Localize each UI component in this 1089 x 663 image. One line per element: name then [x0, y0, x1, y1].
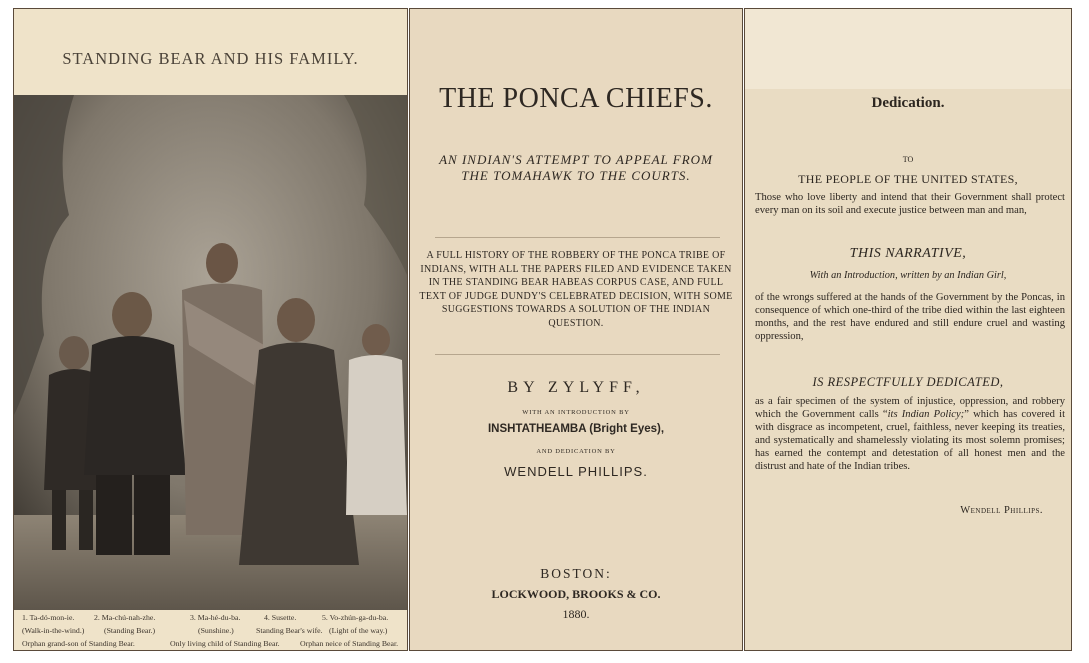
caption-1-note: Orphan grand-son of Standing Bear. [22, 639, 135, 648]
dedication-author: WENDELL PHILLIPS. [504, 464, 648, 479]
dedication-paragraph-2: of the wrongs suffered at the hands of the Government by the Poncas, in consequence of which one-third of the tribe died within the last eighteen months, and the rest have endured and still endure cruel and wasting oppression, [755, 292, 1065, 342]
plate-title: STANDING BEAR AND HIS FAMILY. [62, 49, 359, 68]
intro-by-label: WITH AN INTRODUCTION BY [522, 409, 630, 416]
introduction-author: INSHTATHEAMBA (Bright Eyes), [487, 423, 665, 435]
divider-rule [435, 354, 720, 355]
caption-2-meaning: (Standing Bear.) [104, 626, 156, 635]
photo-plate-page [13, 8, 408, 651]
caption-5-note: Orphan neice of Standing Bear. [300, 639, 399, 648]
indian-policy-phrase: its Indian Policy; [887, 409, 965, 420]
caption-5-meaning: (Light of the way.) [329, 626, 388, 635]
publication-year: 1880. [562, 607, 590, 621]
caption-5-name: 5. Vo-zhún-ga-du-ba. [322, 613, 389, 622]
paragraph-3-end: ” which has covered it with disgrace as incompetent, cruel, faithless, never keeping its treaties, and systematically and shamelessly violating its most solemn promises; has earned the contempt and detestation of all honest men and the distrust and hate of the Indian tribes. [755, 409, 1066, 472]
dedication-page [744, 8, 1072, 651]
respectfully-dedicated: IS RESPECTFULLY DEDICATED, [812, 375, 1004, 389]
dedication-heading: Dedication. [871, 95, 945, 111]
caption-3-meaning: (Sunshine.) [198, 626, 234, 635]
introduction-note: With an Introduction, written by an Indian Girl, [809, 270, 1007, 281]
dedication-paragraph-1: Those who love liberty and intend that their Government shall protect every man on its soil and execute justice between man and man, [755, 192, 1065, 216]
dedication-paragraph-3 [755, 395, 1065, 473]
signature: Wendell Phillips. [960, 505, 1043, 516]
caption-1-name: 1. Ta-dó-mon-ie. [22, 613, 75, 622]
dedication-by-label: AND DEDICATION BY [536, 448, 616, 455]
title-page [409, 8, 743, 651]
dedication-addressee: THE PEOPLE OF THE UNITED STATES, [798, 172, 1018, 186]
caption-4-name: 4. Susette. [264, 613, 297, 622]
family-photograph [14, 95, 407, 610]
this-narrative: THIS NARRATIVE, [849, 246, 967, 261]
publisher-city: BOSTON: [540, 566, 612, 581]
paragraph-3-start: as a fair specimen of the system of injustice, oppression, and robbery which the Government calls “ [755, 396, 1065, 420]
divider-rule [435, 237, 720, 238]
caption-3-name: 3. Ma-hé-du-ba. [190, 613, 241, 622]
page-top-band [745, 9, 1071, 89]
author-line: BY ZYLYFF, [507, 379, 645, 396]
photo-captions [14, 611, 407, 651]
publisher-name: LOCKWOOD, BROOKS & CO. [491, 587, 661, 601]
caption-1-meaning: (Walk-in-the-wind.) [22, 626, 85, 635]
caption-4-meaning: Standing Bear's wife. [256, 626, 323, 635]
book-description: A FULL HISTORY OF THE ROBBERY OF THE PONCA TRIBE OF INDIANS, WITH ALL THE PAPERS FILED AND EVIDENCE TAKEN IN THE STANDING BEAR HABEAS CORPUS CASE, AND FULL TEXT OF JUDGE DUNDY'S CELEBRATED DECISION, WITH SOME SUGGESTIONS TOWARDS A SOLUTION OF THE INDIAN QUESTION. [419, 250, 733, 329]
caption-3-note: Only living child of Standing Bear. [170, 639, 280, 648]
caption-2-name: 2. Ma-chú-nah-zhe. [94, 613, 156, 622]
book-title: THE PONCA CHIEFS. [439, 83, 713, 114]
book-subtitle: AN INDIAN'S ATTEMPT TO APPEAL FROM THE TOMAHAWK TO THE COURTS. [439, 152, 713, 183]
dedication-to: TO [902, 155, 914, 164]
